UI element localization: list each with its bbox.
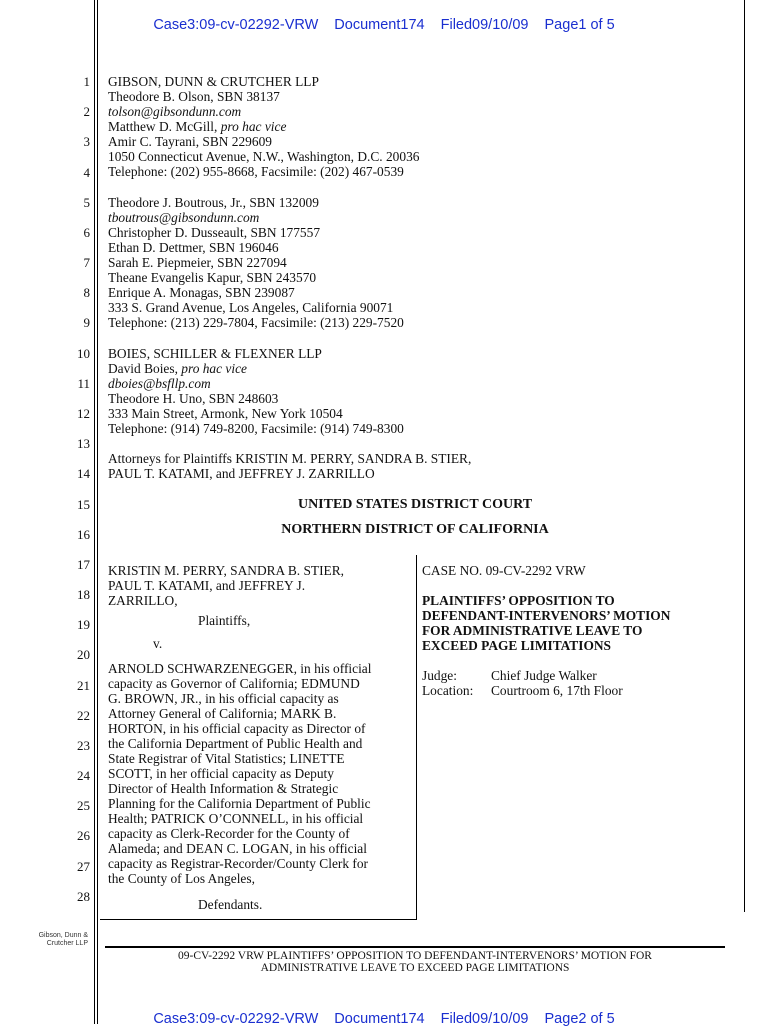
line-number: 25 (77, 798, 90, 813)
firm-address: 333 S. Grand Avenue, Los Angeles, California 90071 (108, 300, 394, 315)
versus: v. (153, 636, 163, 651)
header-page: Page2 of 5 (544, 1011, 615, 1027)
counsel-block-1 (108, 74, 419, 179)
line-number: 14 (77, 466, 90, 481)
line-number: 16 (77, 527, 90, 542)
case-number: CASE NO. 09-CV-2292 VRW (422, 563, 586, 578)
line-number: 11 (77, 376, 90, 391)
attorney-line: Amir C. Tayrani, SBN 229609 (108, 134, 272, 149)
judge-label: Judge: (422, 668, 457, 683)
line-number: 3 (83, 134, 90, 149)
judge-info (422, 668, 623, 698)
line-number: 18 (77, 587, 90, 602)
plaintiffs-label: Plaintiffs, (198, 613, 251, 628)
header-page: Page1 of 5 (544, 17, 615, 33)
line-number: 20 (77, 647, 90, 662)
line-number: 7 (83, 255, 90, 270)
attorney-line: David Boies, pro hac vice (108, 361, 247, 376)
line-number: 6 (83, 225, 90, 240)
line-number: 15 (77, 497, 90, 512)
page-footer: 09-CV-2292 VRW PLAINTIFFS’ OPPOSITION TO DEFENDANT-INTERVENORS’ MOTION FOR ADMINISTRATIVE LEAVE TO EXCEED PAGE LIMITATIONS (178, 950, 652, 974)
line-number: 13 (77, 436, 90, 451)
firm-phone: Telephone: (202) 955-8668, Facsimile: (202) 467-0539 (108, 164, 404, 179)
next-page-header (0, 1011, 768, 1027)
line-number: 2 (83, 104, 90, 119)
attorney-line: Enrique A. Monagas, SBN 239087 (108, 285, 295, 300)
judge-value: Chief Judge Walker (491, 668, 597, 683)
line-number: 27 (77, 859, 90, 874)
attorney-line: Theodore B. Olson, SBN 38137 (108, 89, 280, 104)
attorney-line: Sarah E. Piepmeier, SBN 227094 (108, 255, 287, 270)
line-number: 5 (83, 195, 90, 210)
line-number: 17 (77, 557, 90, 572)
header-case: Case3:09-cv-02292-VRW (153, 1011, 319, 1027)
firm-phone: Telephone: (213) 229-7804, Facsimile: (213) 229-7520 (108, 315, 404, 330)
line-number: 26 (77, 828, 90, 843)
attorney-line: Matthew D. McGill, pro hac vice (108, 119, 287, 134)
counsel-block-2 (108, 195, 404, 330)
header-document: Document174 (334, 17, 425, 33)
line-number: 24 (77, 768, 90, 783)
counsel-block-3 (108, 346, 404, 436)
header-document: Document174 (334, 1011, 425, 1027)
attorney-line: Theane Evangelis Kapur, SBN 243570 (108, 270, 317, 285)
line-number: 28 (77, 889, 90, 904)
right-margin-rule (744, 0, 745, 912)
line-number: 10 (77, 346, 90, 361)
line-number: 1 (83, 74, 90, 89)
attorney-line: Christopher D. Dusseault, SBN 177557 (108, 225, 321, 240)
document-title: PLAINTIFFS’ OPPOSITION TO DEFENDANT-INTERVENORS’ MOTION FOR ADMINISTRATIVE LEAVE TO EXCEED PAGE LIMITATIONS (422, 593, 671, 653)
court-district: NORTHERN DISTRICT OF CALIFORNIA (281, 522, 549, 537)
firm-name: BOIES, SCHILLER & FLEXNER LLP (108, 346, 322, 361)
footer-rule (105, 946, 725, 948)
header-case: Case3:09-cv-02292-VRW (153, 17, 319, 33)
line-number: 19 (77, 617, 90, 632)
left-margin-rule-inner (97, 0, 98, 1024)
attorney-line: Theodore H. Uno, SBN 248603 (108, 391, 279, 406)
attorney-line: Theodore J. Boutrous, Jr., SBN 132009 (108, 195, 319, 210)
attorney-email[interactable]: tboutrous@gibsondunn.com (108, 210, 260, 225)
header-filed: Filed09/10/09 (440, 1011, 529, 1027)
left-margin-rule (94, 0, 95, 1024)
line-number: 22 (77, 708, 90, 723)
firm-address: 1050 Connecticut Avenue, N.W., Washington, D.C. 20036 (108, 149, 420, 164)
line-number: 12 (77, 406, 90, 421)
firm-footer: Gibson, Dunn & Crutcher LLP (38, 932, 88, 947)
defendants-label: Defendants. (198, 897, 263, 912)
location-value: Courtroom 6, 17th Floor (491, 683, 623, 698)
attorney-line: Ethan D. Dettmer, SBN 196046 (108, 240, 279, 255)
location-label: Location: (422, 683, 474, 698)
firm-phone: Telephone: (914) 749-8200, Facsimile: (914) 749-8300 (108, 421, 404, 436)
line-number: 8 (83, 285, 90, 300)
line-number: 9 (83, 315, 90, 330)
line-number: 4 (83, 165, 90, 180)
ecf-header (0, 17, 768, 33)
line-number: 21 (77, 678, 90, 693)
line-number: 23 (77, 738, 90, 753)
firm-address: 333 Main Street, Armonk, New York 10504 (108, 406, 343, 421)
attorney-email[interactable]: dboies@bsfllp.com (108, 376, 211, 391)
court-name: UNITED STATES DISTRICT COURT (297, 497, 533, 512)
header-filed: Filed09/10/09 (440, 17, 529, 33)
firm-name: GIBSON, DUNN & CRUTCHER LLP (108, 74, 319, 89)
defendants-names: ARNOLD SCHWARZENEGGER, in his official capacity as Governor of California; EDMUND G. BROWN, JR., in his official capacity as Attorney General of California; MARK B. HORTON, in his official capacity as Director of the California Department of Public Health and State Registrar of Vital Statistics; LINETTE SCOTT, in her official capacity as Deputy Director of Health Information & Strategic Planning for the California Department of Public Health; PATRICK O’CONNELL, in his official capacity as Clerk-Recorder for the County of Alameda; and DEAN C. LOGAN, in his official capacity as Registrar-Recorder/County Clerk for the County of Los Angeles, (108, 661, 372, 886)
plaintiffs-names: KRISTIN M. PERRY, SANDRA B. STIER, PAUL T. KATAMI, and JEFFREY J. ZARRILLO, (108, 563, 344, 608)
attorneys-for: Attorneys for Plaintiffs KRISTIN M. PERRY, SANDRA B. STIER, PAUL T. KATAMI, and JEFFREY J. ZARRILLO (108, 451, 472, 481)
attorney-email[interactable]: tolson@gibsondunn.com (108, 104, 242, 119)
